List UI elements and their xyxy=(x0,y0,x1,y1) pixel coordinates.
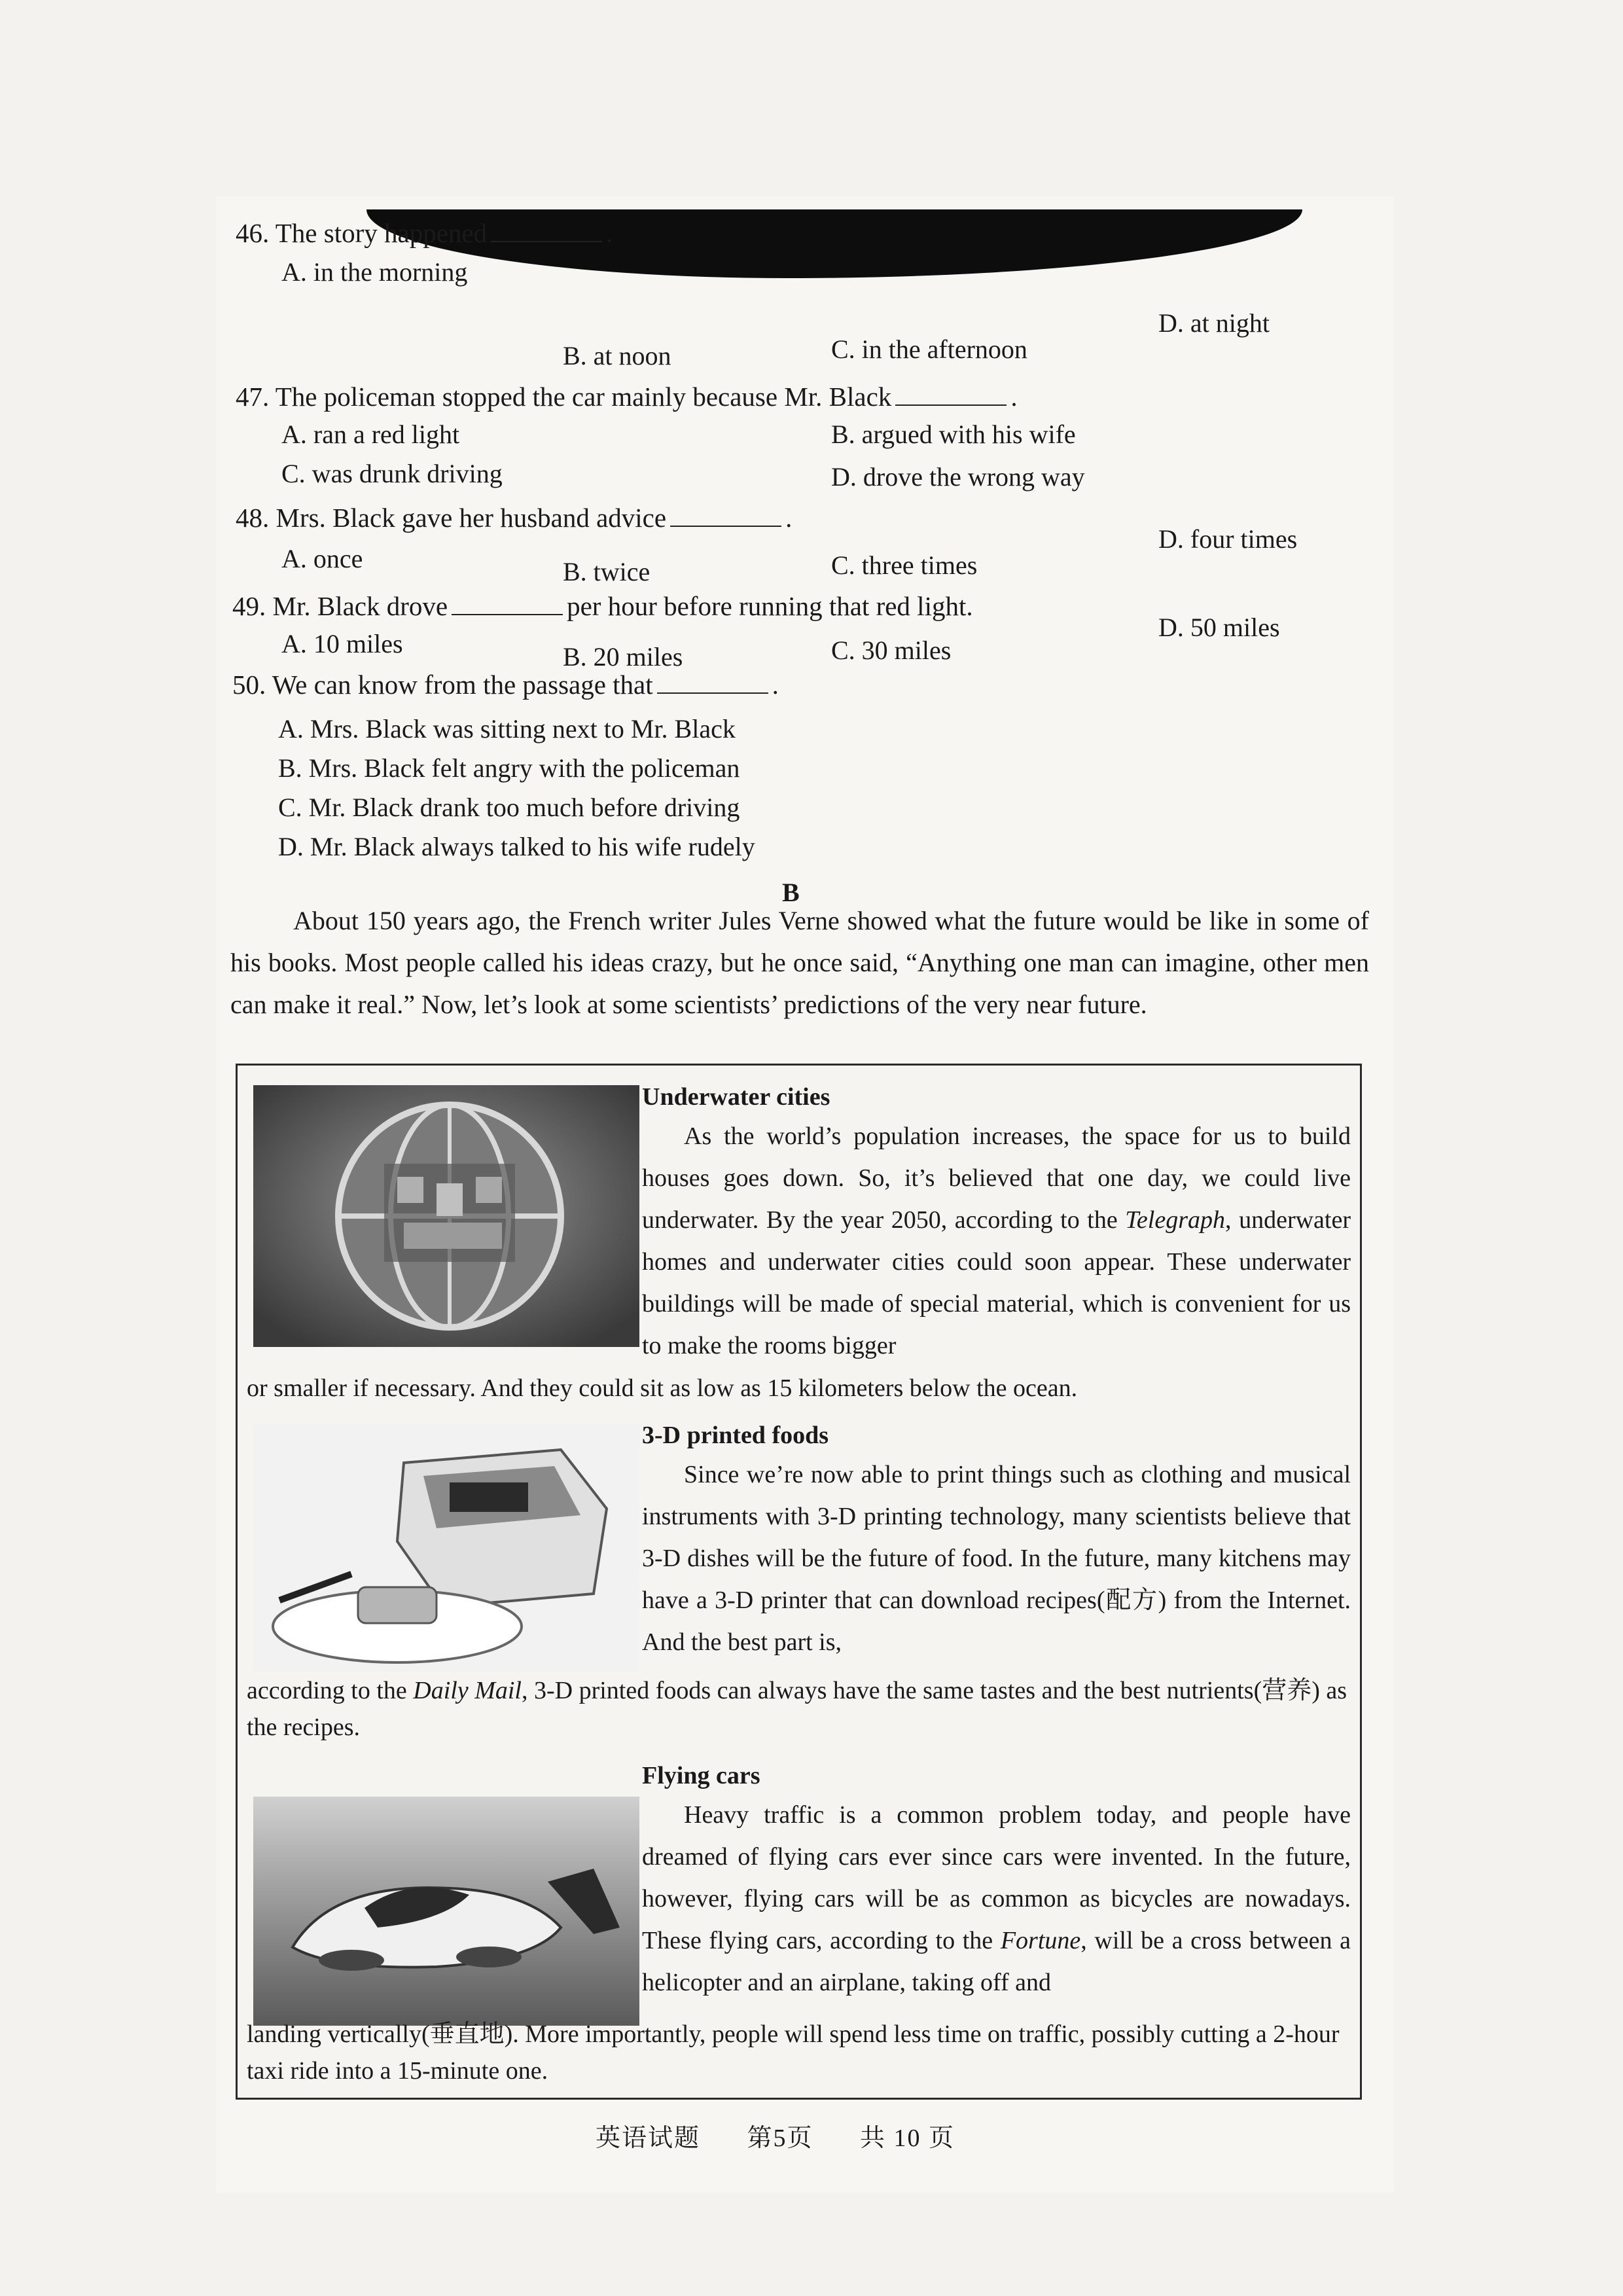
option-d[interactable]: D. at night xyxy=(1158,308,1270,338)
answer-blank[interactable] xyxy=(452,590,563,615)
question-47: 47. The policeman stopped the car mainly because Mr. Black . xyxy=(236,382,1018,412)
article-tail: landing vertically(垂直地). More importantly, people will spend less time on traffic, possibly cutting a 2-hour taxi ride into a 15-minute one. xyxy=(247,2020,1340,2085)
source-name: Telegraph xyxy=(1125,1206,1226,1234)
article-tail: according to the Daily Mail, 3-D printed foods can always have the same tastes and the best nutrients(营养) as the recipes. xyxy=(247,1677,1347,1741)
article-3d-printed-foods xyxy=(236,1410,1362,1753)
option-b[interactable]: B. at noon xyxy=(563,341,671,370)
option-c[interactable]: C. Mr. Black drank too much before driving xyxy=(278,793,740,822)
question-49: 49. Mr. Black drove per hour before running that red light. xyxy=(232,591,973,621)
article-flying-cars xyxy=(236,1751,1362,2100)
option-b[interactable]: B. twice xyxy=(563,557,651,586)
article-title: Underwater cities xyxy=(642,1083,830,1111)
underwater-city-image xyxy=(253,1085,639,1347)
option-a[interactable]: A. 10 miles xyxy=(281,629,403,658)
option-d[interactable]: D. drove the wrong way xyxy=(831,462,1085,492)
page-footer xyxy=(596,2117,994,2153)
article-body: 3-D printed foods Since we’re now able to print things such as clothing and musical instruments with 3-D printing technology, many scientists believe that 3-D dishes will be the future of food. In the future, many kitchens may have a 3-D printer that can download recipes(配方) from the Internet. And the best part is, xyxy=(642,1417,1351,1663)
question-stem: 48. Mrs. Black gave her husband advice xyxy=(236,503,667,533)
option-c[interactable]: C. was drunk driving xyxy=(281,459,503,488)
source-name: Fortune xyxy=(1000,1927,1081,1954)
option-d[interactable]: D. four times xyxy=(1158,524,1298,554)
footer-page: 第5页 xyxy=(747,2125,813,2152)
option-c[interactable]: C. three times xyxy=(831,550,978,580)
source-name: Daily Mail xyxy=(413,1677,522,1704)
answer-blank[interactable] xyxy=(657,669,768,694)
article-title: 3-D printed foods xyxy=(642,1422,829,1449)
option-b[interactable]: B. argued with his wife xyxy=(831,420,1076,449)
question-46: 46. The story happened . xyxy=(236,218,613,248)
option-b[interactable]: B. 20 miles xyxy=(563,642,683,672)
footer-subject: 英语试题 xyxy=(596,2125,701,2152)
option-a[interactable]: A. Mrs. Black was sitting next to Mr. Black xyxy=(278,714,736,744)
option-d[interactable]: D. 50 miles xyxy=(1158,613,1280,642)
question-stem: 49. Mr. Black drove xyxy=(232,591,448,621)
option-a[interactable]: A. once xyxy=(281,544,363,573)
option-b[interactable]: B. Mrs. Black felt angry with the policeman xyxy=(278,753,740,783)
option-a[interactable]: A. in the morning xyxy=(281,257,468,287)
section-intro: About 150 years ago, the French writer Jules Verne showed what the future would be like in some of his books. Most people called his ideas crazy, but he once said, “Anything one man can imagine, other men can make it real.” Now, let’s look at some scientists’ predictions of the very near future. xyxy=(230,906,1369,1019)
article-tail: or smaller if necessary. And they could sit as low as 15 kilometers below the ocean. xyxy=(247,1374,1078,1402)
option-c[interactable]: C. in the afternoon xyxy=(831,334,1027,364)
article-underwater-cities xyxy=(236,1064,1362,1414)
answer-blank[interactable] xyxy=(491,217,602,242)
3d-printer-image xyxy=(253,1424,639,1672)
option-a[interactable]: A. ran a red light xyxy=(281,420,460,449)
option-d[interactable]: D. Mr. Black always talked to his wife rudely xyxy=(278,832,755,861)
article-body: Underwater cities As the world’s population increases, the space for us to build houses goes down. So, it’s believed that one day, we could live underwater. By the year 2050, according to the Telegraph, underwater homes and underwater cities could soon appear. These underwater buildings will be made of special material, which is convenient for us to make the rooms bigger xyxy=(642,1079,1351,1367)
answer-blank[interactable] xyxy=(895,381,1007,406)
section-letter: B xyxy=(782,878,800,907)
question-stem: 50. We can know from the passage that xyxy=(232,670,653,700)
article-title: Flying cars xyxy=(642,1762,760,1789)
flying-car-image xyxy=(253,1797,639,2026)
question-50: 50. We can know from the passage that . xyxy=(232,670,779,700)
option-c[interactable]: C. 30 miles xyxy=(831,636,952,665)
question-stem: 46. The story happened xyxy=(236,218,488,248)
question-stem: 47. The policeman stopped the car mainly because Mr. Black xyxy=(236,382,892,412)
answer-blank[interactable] xyxy=(670,502,781,527)
article-body: Flying cars Heavy traffic is a common problem today, and people have dreamed of flying cars ever since cars were invented. In the future, however, flying cars will be as common as bicycles are nowadays. These flying cars, according to the Fortune, will be a cross between a helicopter and an airplane, taking off and xyxy=(642,1757,1351,2003)
question-48: 48. Mrs. Black gave her husband advice . xyxy=(236,503,793,533)
footer-total: 共 10 页 xyxy=(860,2125,955,2152)
